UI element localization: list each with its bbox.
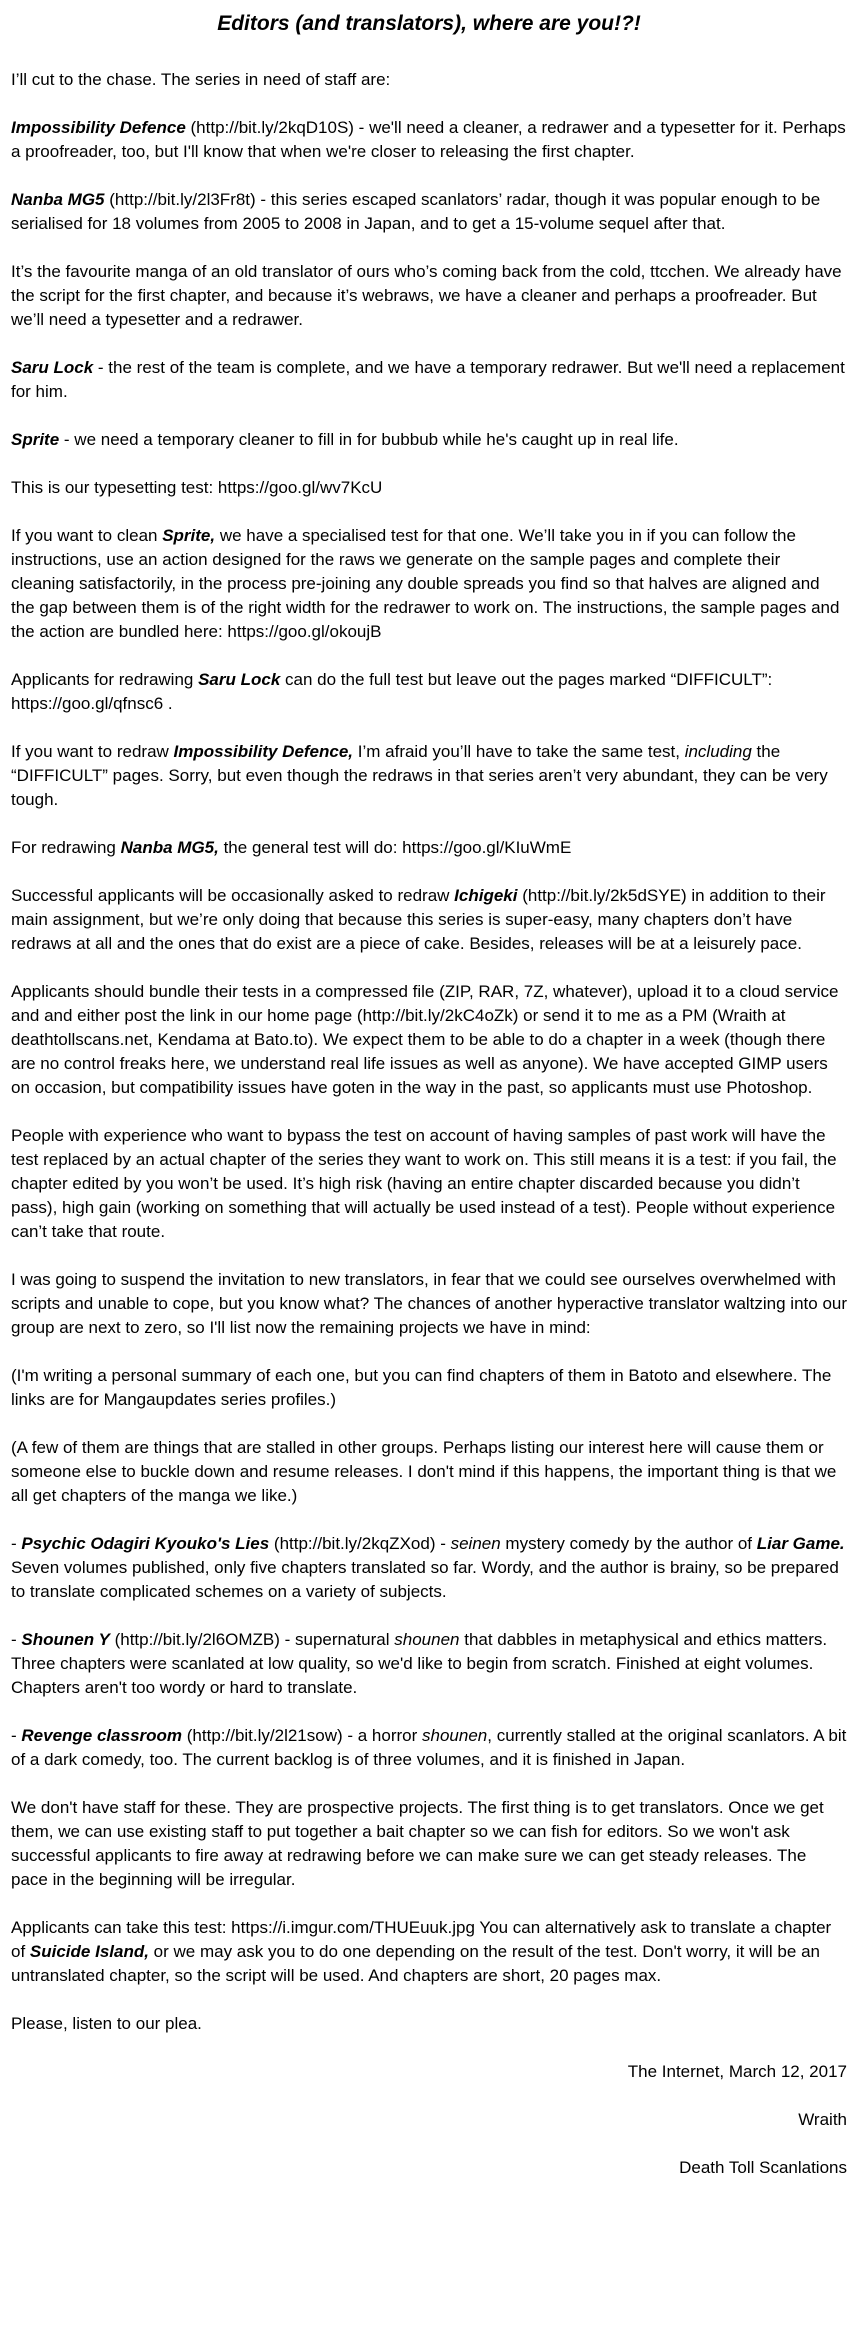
impossibility-redraw-test-paragraph	[11, 740, 847, 812]
series-saru-lock	[11, 356, 847, 404]
text-run: , currently stalled at the original scanlators. A bit of a dark comedy, too. The current backlog is of three volumes, and it is finished in Japan.	[11, 1726, 847, 1769]
text-run: If you want to redraw	[11, 742, 174, 761]
text-run: Saru Lock	[11, 358, 94, 377]
text-run: including	[684, 742, 752, 761]
text-run: I’m afraid you’ll have to take the same test,	[353, 742, 685, 761]
text-run: Liar Game.	[756, 1534, 845, 1553]
document-body	[11, 68, 847, 2180]
text-run: Death Toll Scanlations	[679, 2158, 847, 2177]
text-run: Applicants should bundle their tests in a compressed file (ZIP, RAR, 7Z, whatever), upload it to a cloud service and and either post the link in our home page (http://bit.ly/2kC4oZk) or send it to me as a PM (Wraith at deathtollscans.net, Kendama at Bato.to). We expect them to be able to do a chapter in a week (though there are no control freaks here, we understand real life issues as well as anyone). We have accepted GIMP users on occasion, but compatibility issues have goten in the way in the past, so applicants must use Photoshop.	[11, 982, 839, 1097]
text-run: If you want to clean	[11, 526, 163, 545]
saru-lock-redraw-test-paragraph	[11, 668, 847, 716]
sprite-cleaning-test-paragraph	[11, 524, 847, 644]
text-run: Applicants for redrawing	[11, 670, 199, 689]
text-run: or we may ask you to do one depending on the result of the test. Don't worry, it will be an untranslated chapter, so the script will be used. And chapters are short, 20 pages max.	[11, 1942, 820, 1985]
text-run: (A few of them are things that are stalled in other groups. Perhaps listing our interest here will cause them or someone else to buckle down and resume releases. I don't mind if this happens, the important thing is that we all get chapters of the manga we like.)	[11, 1438, 837, 1505]
text-run: the general test will do: https://goo.gl/KIuWmE	[218, 838, 572, 857]
date-line	[11, 2060, 847, 2084]
text-run: (I'm writing a personal summary of each one, but you can find chapters of them in Batoto and elsewhere. The links are for Mangaupdates series profiles.)	[11, 1366, 832, 1409]
text-run: - we need a temporary cleaner to fill in for bubbub while he's caught up in real life.	[59, 430, 679, 449]
text-run: It’s the favourite manga of an old translator of ours who’s coming back from the cold, ttcchen. We already have the script for the first chapter, and because it’s webraws, we have a cleaner and perhaps a proofreader. But we’ll need a typesetter and a redrawer.	[11, 262, 842, 329]
author-line	[11, 2108, 847, 2132]
text-run: Suicide Island,	[29, 1942, 149, 1961]
summary-note-paragraph	[11, 1364, 847, 1412]
text-run: I’ll cut to the chase. The series in need of staff are:	[11, 70, 391, 89]
series-nanba-mg5	[11, 188, 847, 236]
text-run: (http://bit.ly/2kqD10S) - we'll need a cleaner, a redrawer and a typesetter for it. Perhaps a proofreader, too, but I'll know that when we're closer to releasing the first chapter.	[11, 118, 846, 161]
text-run: Nanba MG5	[11, 190, 105, 209]
group-line	[11, 2156, 847, 2180]
text-run: Nanba MG5,	[120, 838, 219, 857]
text-run: (http://bit.ly/2l3Fr8t) - this series escaped scanlators’ radar, though it was popular enough to be serialised for 18 volumes from 2005 to 2008 in Japan, and to get a 15-volume sequel after that.	[11, 190, 821, 233]
project-revenge-classroom	[11, 1724, 847, 1772]
text-run: Ichigeki	[454, 886, 518, 905]
text-run: (http://bit.ly/2k5dSYE) in addition to their main assignment, but we’re only doing that because this series is super-easy, many chapters don’t have redraws at all and the ones that do exist are a piece of cake. Besides, releases will be at a leisurely pace.	[11, 886, 826, 953]
text-run: Psychic Odagiri Kyouko's Lies	[21, 1534, 270, 1553]
text-run: shounen	[422, 1726, 488, 1745]
ichigeki-paragraph	[11, 884, 847, 956]
translator-test-paragraph	[11, 1916, 847, 1988]
typesetting-test-paragraph	[11, 476, 847, 500]
text-run: the “DIFFICULT” pages. Sorry, but even though the redraws in that series aren’t very abundant, they can be very tough.	[11, 742, 828, 809]
text-run: can do the full test but leave out the pages marked “DIFFICULT”: https://goo.gl/qfnsc6 .	[11, 670, 773, 713]
text-run: Shounen Y	[21, 1630, 110, 1649]
text-run: Successful applicants will be occasionally asked to redraw	[11, 886, 455, 905]
text-run: This is our typesetting test: https://goo.gl/wv7KcU	[11, 478, 383, 497]
text-run: Sprite,	[162, 526, 216, 545]
text-run: -	[11, 1630, 22, 1649]
text-run: Sprite	[11, 430, 60, 449]
series-sprite	[11, 428, 847, 452]
text-run: Impossibility Defence	[11, 118, 186, 137]
translators-invitation-paragraph	[11, 1268, 847, 1340]
text-run: Wraith	[798, 2110, 847, 2129]
text-run: we have a specialised test for that one. We’ll take you in if you can follow the instructions, use an action designed for the raws we generate on the sample pages and complete their cleaning satisfactorily, in the process pre-joining any double spreads you find so that halves are aligned and the gap between them is of the right width for the redrawer to work on. The instructions, the sample pages and the action are bundled here: https://goo.gl/okoujB	[11, 526, 840, 641]
text-run: that dabbles in metaphysical and ethics matters. Three chapters were scanlated at low quality, so we'd like to begin from scratch. Finished at eight volumes. Chapters aren't too wordy or hard to translate.	[11, 1630, 828, 1697]
text-run: The Internet, March 12, 2017	[627, 2062, 847, 2081]
text-run: People with experience who want to bypass the test on account of having samples of past work will have the test replaced by an actual chapter of the series they want to work on. This still means it is a test: if you fail, the chapter edited by you won’t be used. It’s high risk (having an entire chapter discarded because you didn’t pass), high gain (working on something that will actually be used instead of a test). People without experience can’t take that route.	[11, 1126, 837, 1241]
plea-paragraph	[11, 2012, 847, 2036]
nanba-details-paragraph	[11, 260, 847, 332]
text-run: I was going to suspend the invitation to new translators, in fear that we could see ourselves overwhelmed with scripts and unable to cope, but you know what? The chances of another hyperactive translator waltzing into our group are next to zero, so I'll list now the remaining projects we have in mind:	[11, 1270, 848, 1337]
text-run: - the rest of the team is complete, and we have a temporary redrawer. But we'll need a replacement for him.	[11, 358, 845, 401]
stalled-note-paragraph	[11, 1436, 847, 1508]
text-run: mystery comedy by the author of	[500, 1534, 757, 1553]
text-run: Seven volumes published, only five chapters translated so far. Wordy, and the author is brainy, so be prepared to translate complicated schemes on a variety of subjects.	[11, 1558, 839, 1601]
experience-bypass-paragraph	[11, 1124, 847, 1244]
text-run: Impossibility Defence,	[173, 742, 354, 761]
project-psychic-odagiri	[11, 1532, 847, 1604]
project-shounen-y	[11, 1628, 847, 1700]
text-run: (http://bit.ly/2l6OMZB) - supernatural	[109, 1630, 395, 1649]
text-run: -	[11, 1726, 22, 1745]
intro-paragraph	[11, 68, 847, 92]
text-run: seinen	[450, 1534, 501, 1553]
text-run: -	[11, 1534, 22, 1553]
page-title: Editors (and translators), where are you!?!	[217, 12, 641, 35]
text-run: shounen	[394, 1630, 460, 1649]
text-run: We don't have staff for these. They are prospective projects. The first thing is to get translators. Once we get them, we can use existing staff to put together a bait chapter so we can fish for editors. So we won't ask successful applicants to fire away at redrawing before we can make sure we can get steady releases. The pace in the beginning will be irregular.	[11, 1798, 824, 1889]
text-run: (http://bit.ly/2l21sow) - a horror	[182, 1726, 423, 1745]
text-run: Applicants can take this test: https://i.imgur.com/THUEuuk.jpg You can alternatively ask to translate a chapter of	[11, 1918, 832, 1961]
prospective-projects-paragraph	[11, 1796, 847, 1892]
submission-instructions-paragraph	[11, 980, 847, 1100]
text-run: For redrawing	[11, 838, 121, 857]
text-run: Please, listen to our plea.	[11, 2014, 202, 2033]
text-run: Revenge classroom	[21, 1726, 183, 1745]
nanba-redraw-test-paragraph	[11, 836, 847, 860]
text-run: (http://bit.ly/2kqZXod) -	[269, 1534, 451, 1553]
series-impossibility-defence	[11, 116, 847, 164]
text-run: Saru Lock	[198, 670, 281, 689]
